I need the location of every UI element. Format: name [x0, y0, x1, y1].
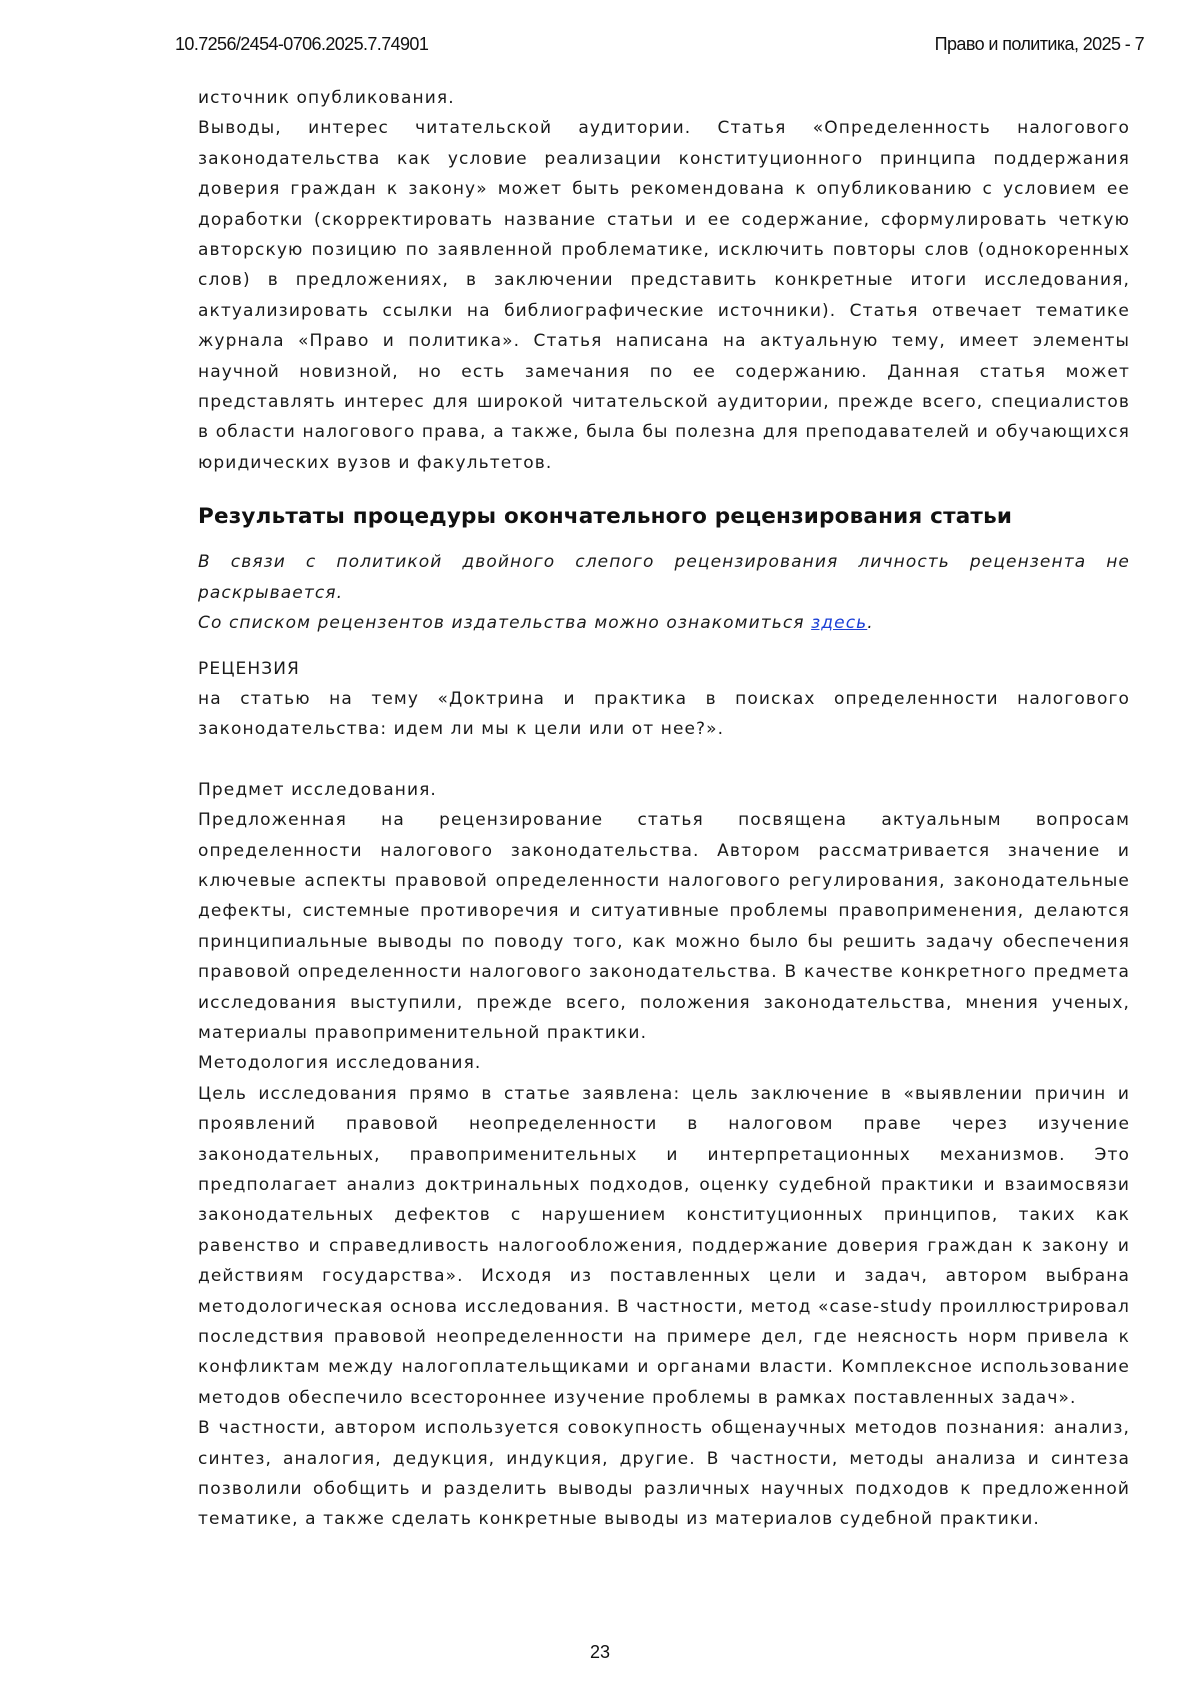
reviewers-list-note: [198, 608, 1130, 638]
methodology-paragraph: Цель исследования прямо в статье заявлена: цель заключение в «выявлении причин и проявлений правовой неопределенности в налоговом праве через изучение законодательных, правоприменительных и интерпретационных механизмов. Это предполагает анализ доктринальных подходов, оценку судебной практики и взаимосвязи законодательных дефектов с нарушением конституционных принципов, таких как равенство и справедливость налогообложения, поддержание доверия граждан к закону и действиям государства». Исходя из поставленных цели и задач, автором выбрана методологическая основа исследования. В частности, метод «case-study проиллюстрировал последствия правовой неопределенности на примере дел, где неясность норм привела к конфликтам между налогоплательщиками и органами власти. Комплексное использование методов обеспечило всестороннее изучение проблемы в рамках поставленных задач».: [198, 1079, 1130, 1413]
reviewers-link[interactable]: здесь: [811, 613, 867, 633]
paragraph-source: источник опубликования.: [198, 83, 1130, 113]
review-anonymity-note: В связи с политикой двойного слепого рецензирования личность рецензента не раскрывается.: [198, 547, 1130, 608]
methods-paragraph: В частности, автором используется совокупность общенаучных методов познания: анализ, синтез, аналогия, дедукция, индукция, другие. В частности, методы анализа и синтеза позволили обобщить и разделить выводы различных научных подходов к предложенной тематике, а также сделать конкретные выводы из материалов судебной практики.: [198, 1413, 1130, 1535]
journal-header: Право и политика, 2025 - 7: [935, 34, 1144, 55]
paragraph-conclusions: Выводы, интерес читательской аудитории. Статья «Определенность налогового законодательства как условие реализации конституционного принципа поддержания доверия граждан к закону» может быть рекомендована к опубликованию с условием ее доработки (скорректировать название статьи и ее содержание, сформулировать четкую авторскую позицию по заявленной проблематике, исключить повторы слов (однокоренных слов) в предложениях, в заключении представить конкретные итоги исследования, актуализировать ссылки на библиографические источники). Статья отвечает тематике журнала «Право и политика». Статья написана на актуальную тему, имеет элементы научной новизной, но есть замечания по ее содержанию. Данная статья может представлять интерес для широкой читательской аудитории, прежде всего, специалистов в области налогового права, а также, была бы полезна для преподавателей и обучающихся юридических вузов и факультетов.: [198, 113, 1130, 478]
page-number: 23: [0, 1642, 1200, 1663]
page-content: [198, 83, 1130, 1535]
review-title: РЕЦЕНЗИЯ: [198, 654, 1130, 684]
review-subtitle: на статью на тему «Доктрина и практика в поисках определенности налогового законодательства: идем ли мы к цели или от нее?».: [198, 684, 1130, 745]
reviewers-list-end: .: [867, 613, 874, 633]
spacer: [198, 745, 1130, 775]
spacer: [198, 639, 1130, 654]
methodology-heading: Методология исследования.: [198, 1048, 1130, 1078]
subject-heading: Предмет исследования.: [198, 775, 1130, 805]
section-title: Результаты процедуры окончательного рецензирования статьи: [198, 502, 1130, 532]
doi-header: 10.7256/2454-0706.2025.7.74901: [175, 34, 428, 55]
subject-paragraph: Предложенная на рецензирование статья посвящена актуальным вопросам определенности налогового законодательства. Автором рассматривается значение и ключевые аспекты правовой определенности налогового регулирования, законодательные дефекты, системные противоречия и ситуативные проблемы правоприменения, делаются принципиальные выводы по поводу того, как можно было бы решить задачу обеспечения правовой определенности налогового законодательства. В качестве конкретного предмета исследования выступили, прежде всего, положения законодательства, мнения ученых, материалы правоприменительной практики.: [198, 805, 1130, 1048]
reviewers-list-text: Со списком рецензентов издательства можно ознакомиться: [198, 613, 811, 633]
